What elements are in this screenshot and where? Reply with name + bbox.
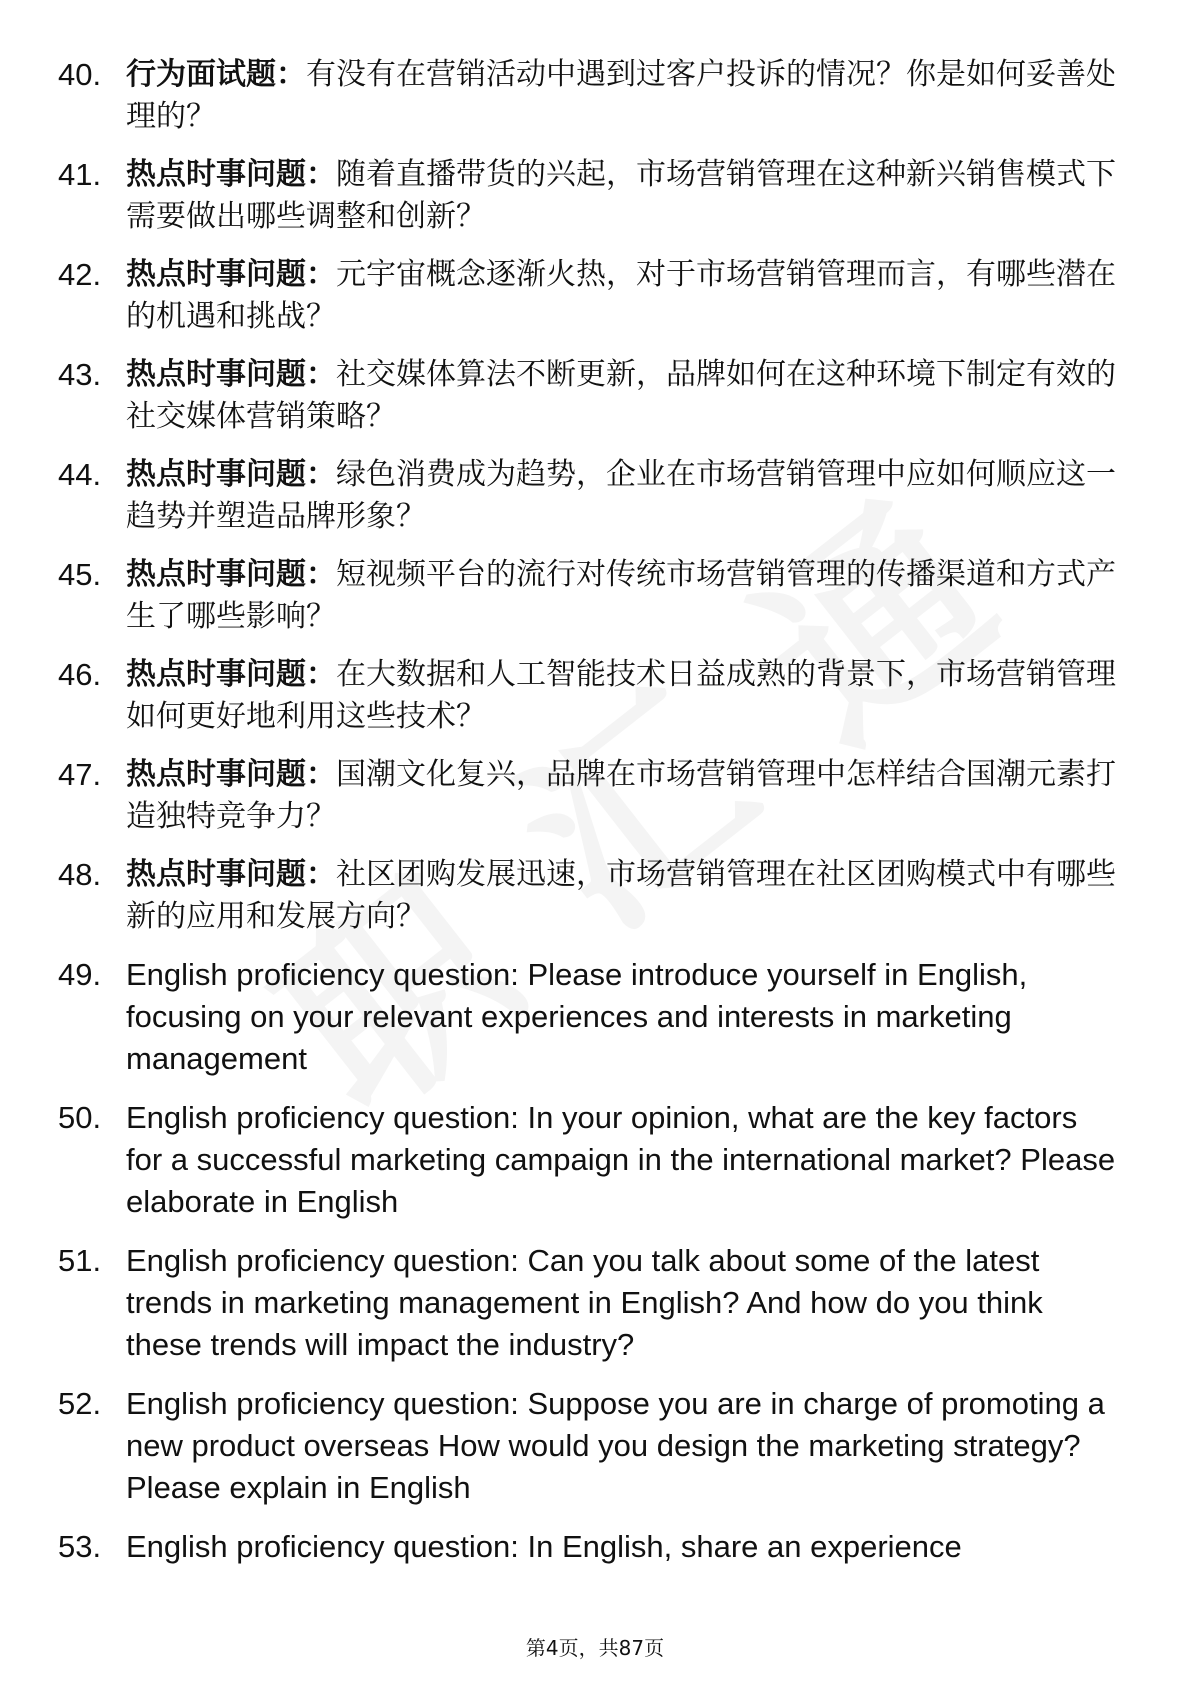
question-item — [58, 754, 1118, 838]
question-text: 短视频平台的流行对传统市场营销管理的传播渠道和方式产生了哪些影响？ — [126, 557, 1116, 634]
question-item — [58, 154, 1118, 238]
question-number: 50. — [58, 1100, 102, 1135]
question-category: 热点时事问题： — [126, 357, 336, 392]
question-text: English proficiency question: Please introduce yourself in English, focusing on your relevant experiences and interests in marketing management — [126, 957, 1028, 1076]
question-text: English proficiency question: In English, share an experience — [126, 1529, 962, 1564]
question-number: 52. — [58, 1386, 102, 1421]
page-footer: 第4页，共87页 — [525, 1636, 665, 1660]
question-category: 热点时事问题： — [126, 157, 336, 192]
question-text: 在大数据和人工智能技术日益成熟的背景下，市场营销管理如何更好地利用这些技术？ — [126, 657, 1116, 734]
question-category: 热点时事问题： — [126, 757, 336, 792]
question-item — [58, 1097, 1118, 1223]
question-item — [58, 954, 1118, 1080]
question-category: 热点时事问题： — [126, 657, 336, 692]
question-text: 社区团购发展迅速，市场营销管理在社区团购模式中有哪些新的应用和发展方向？ — [126, 857, 1116, 934]
question-number: 47. — [58, 757, 102, 792]
question-text: 元宇宙概念逐渐火热，对于市场营销管理而言，有哪些潜在的机遇和挑战？ — [126, 257, 1116, 334]
question-category: 热点时事问题： — [126, 257, 336, 292]
question-number: 49. — [58, 957, 102, 992]
question-text: 绿色消费成为趋势，企业在市场营销管理中应如何顺应这一趋势并塑造品牌形象？ — [126, 457, 1116, 534]
question-item — [58, 654, 1118, 738]
question-text: English proficiency question: Suppose you are in charge of promoting a new product overseas How would you design the marketing strategy? Please explain in English — [126, 1386, 1105, 1505]
question-item — [58, 1240, 1118, 1366]
question-category: 热点时事问题： — [126, 857, 336, 892]
question-item — [58, 254, 1118, 338]
question-number: 44. — [58, 457, 102, 492]
question-item — [58, 354, 1118, 438]
question-text: English proficiency question: In your opinion, what are the key factors for a successful marketing campaign in the international market? Please elaborate in English — [126, 1100, 1116, 1219]
question-text: 国潮文化复兴，品牌在市场营销管理中怎样结合国潮元素打造独特竞争力？ — [126, 757, 1116, 834]
question-category: 行为面试题： — [126, 57, 306, 92]
question-item — [58, 554, 1118, 638]
question-category: 热点时事问题： — [126, 557, 336, 592]
question-number: 45. — [58, 557, 102, 592]
question-text: English proficiency question: Can you talk about some of the latest trends in marketing management in English? And how do you think these trends will impact the industry? — [126, 1243, 1043, 1362]
question-number: 42. — [58, 257, 102, 292]
question-number: 53. — [58, 1529, 102, 1564]
question-number: 48. — [58, 857, 102, 892]
question-text: 随着直播带货的兴起，市场营销管理在这种新兴销售模式下需要做出哪些调整和创新？ — [126, 157, 1116, 234]
question-item — [58, 854, 1118, 938]
question-category: 热点时事问题： — [126, 457, 336, 492]
question-list — [58, 54, 1118, 1585]
question-number: 41. — [58, 157, 102, 192]
question-number: 51. — [58, 1243, 102, 1278]
question-item — [58, 1383, 1118, 1509]
question-item — [58, 454, 1118, 538]
question-text: 社交媒体算法不断更新，品牌如何在这种环境下制定有效的社交媒体营销策略？ — [126, 357, 1116, 434]
question-text: 有没有在营销活动中遇到过客户投诉的情况？你是如何妥善处理的？ — [126, 57, 1116, 134]
question-number: 46. — [58, 657, 102, 692]
question-number: 40. — [58, 57, 102, 92]
question-item — [58, 54, 1118, 138]
question-item — [58, 1526, 1118, 1568]
question-number: 43. — [58, 357, 102, 392]
